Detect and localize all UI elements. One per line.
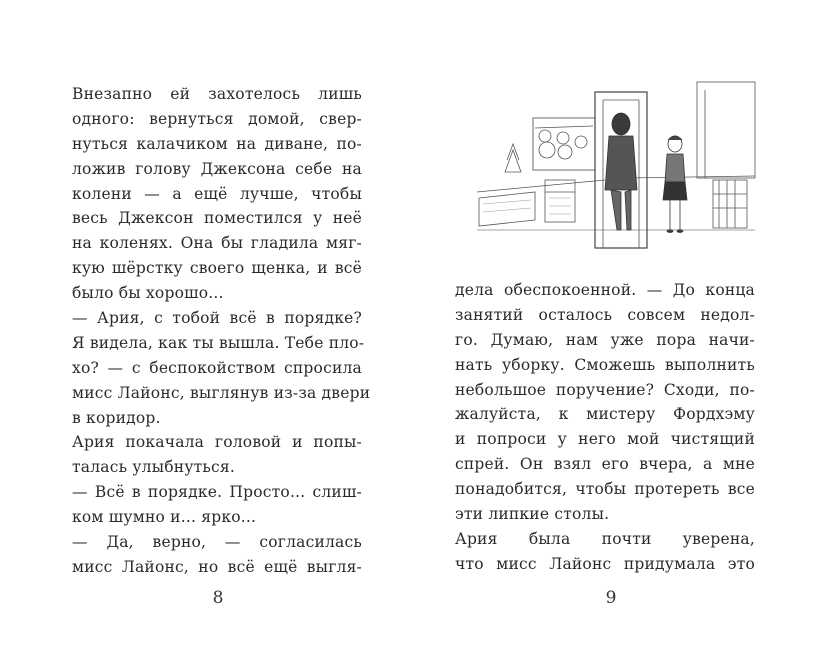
text-line: кую шёрстку своего щенка, и всё: [72, 259, 362, 278]
text-line: — Ария, с тобой всё в порядке?: [72, 309, 362, 328]
text-line: мисс Лайонс, но всё ещё выгля-: [72, 557, 362, 576]
text-line: спрей. Он взял его вчера, а мне: [455, 455, 755, 474]
text-line: — Да, верно, — согласилась: [72, 533, 362, 552]
text-line: жалуйста, к мистеру Фордхэму: [455, 405, 755, 424]
text-line: дела обеспокоенной. — До конца: [455, 281, 755, 299]
text-line: колени — а ещё лучше, чтобы: [72, 184, 362, 203]
text-line: ложив голову Джексона себе на: [72, 159, 362, 178]
text-line: занятий осталось совсем недол-: [455, 305, 755, 324]
text-line: талась улыбнуться.: [72, 458, 236, 477]
text-line: небольшое поручение? Сходи, по-: [455, 380, 755, 399]
text-line: хо? — с беспокойством спросила: [72, 358, 362, 377]
text-line: было бы хорошо...: [72, 284, 224, 303]
page-number-right: 9: [605, 588, 617, 608]
page-number-left: 8: [212, 588, 224, 608]
text-line: Я видела, как ты вышла. Тебе пло-: [72, 333, 365, 352]
text-line: на коленях. Она бы гладила мяг-: [72, 234, 362, 253]
text-line: нуться калачиком на диване, по-: [72, 134, 362, 153]
text-line: и попроси у него мой чистящий: [455, 430, 755, 449]
text-line: нать уборку. Сможешь выполнить: [455, 355, 755, 374]
text-line: Внезапно ей захотелось лишь: [72, 85, 362, 103]
text-line: ком шумно и... ярко...: [72, 508, 257, 527]
right-page: [410, 0, 820, 669]
text-line: мисс Лайонс, выглянув из-за двери: [72, 383, 371, 402]
text-line: — Всё в порядке. Просто... слиш-: [72, 483, 362, 502]
left-page-text: [72, 82, 371, 580]
text-line: эти липкие столы.: [455, 505, 610, 524]
text-line: Ария покачала головой и попы-: [72, 433, 362, 452]
text-line: го. Думаю, нам уже пора начи-: [455, 330, 755, 349]
text-line: одного: вернуться домой, свер-: [72, 109, 362, 128]
text-line: весь Джексон поместился у неё: [72, 209, 362, 228]
text-line: что мисс Лайонс придумала это: [455, 554, 755, 573]
classroom-doorway-illustration: [475, 80, 757, 252]
right-page-text: [455, 278, 755, 577]
text-line: в коридор.: [72, 408, 161, 427]
text-line: Ария была почти уверена,: [455, 529, 755, 548]
text-line: понадобится, чтобы протереть все: [455, 480, 755, 499]
